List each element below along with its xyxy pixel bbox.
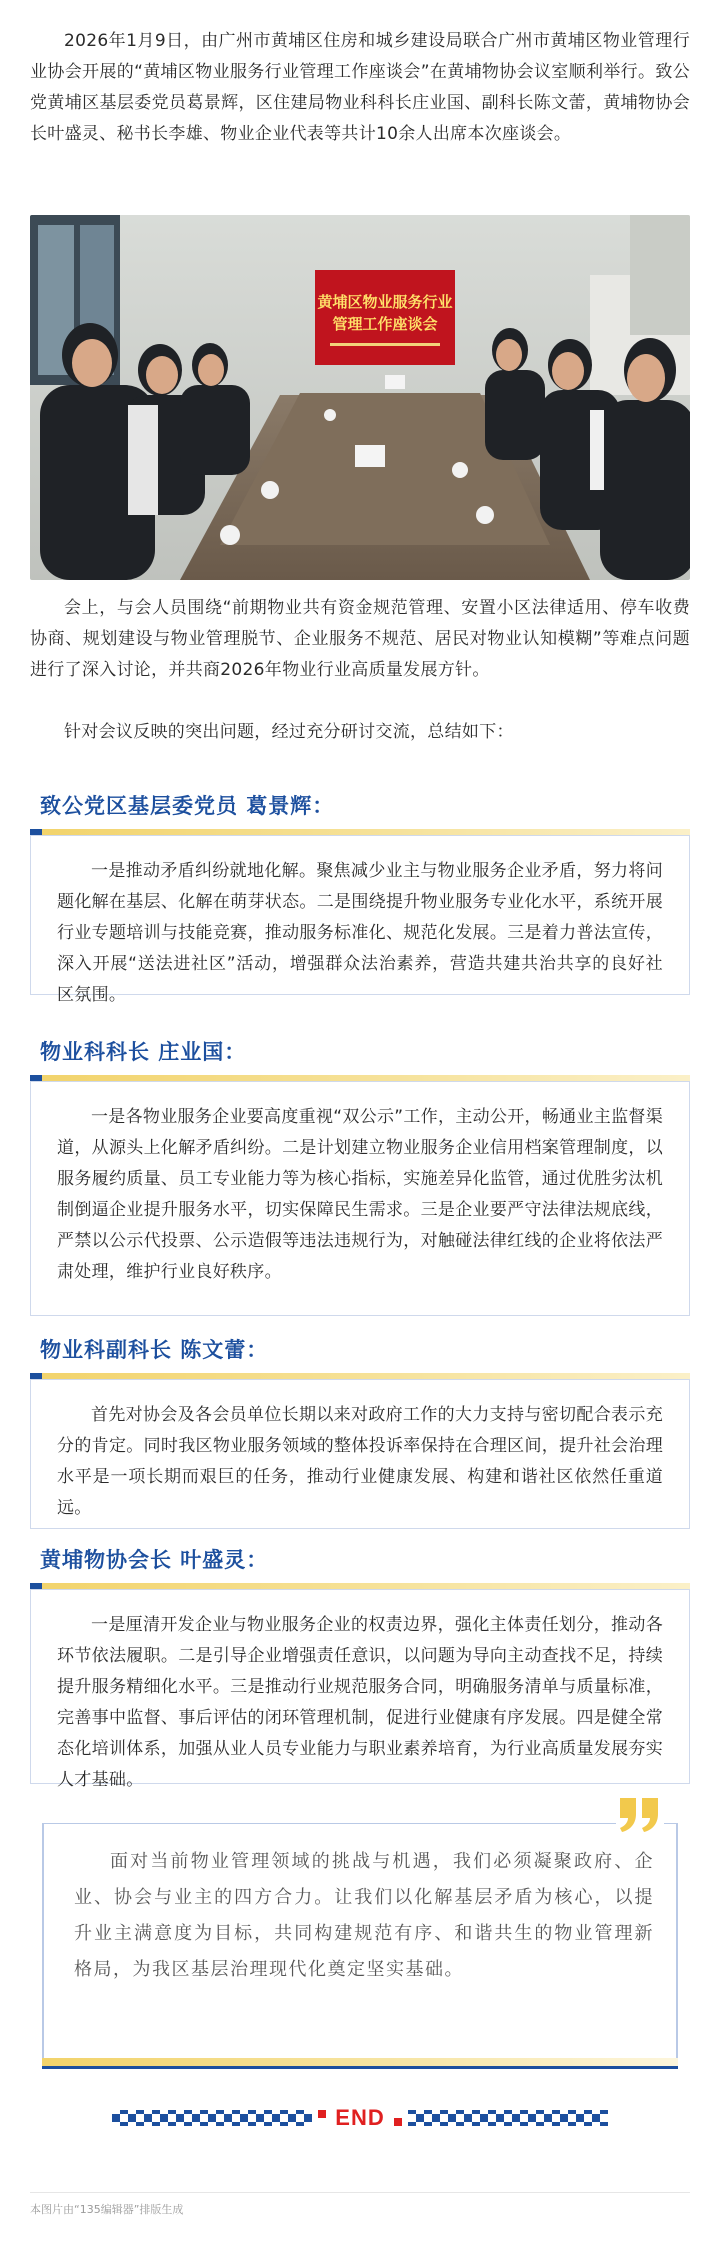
- summary-intro: 针对会议反映的突出问题，经过充分研讨交流，总结如下：: [64, 722, 514, 742]
- section-title-zhuang-yeguo: 物业科科长 庄业国：: [40, 1040, 247, 1064]
- section-body-box: [30, 1379, 690, 1529]
- closing-quote: 面对当前物业管理领域的挑战与机遇，我们必须凝聚政府、企业、协会与业主的四方合力。让我们以化解基层矛盾为核心，以提升业主满意度为目标，共同构建规范有序、和谐共生的物业管理新格局，为我区基层治理现代化奠定坚实基础。: [74, 1851, 654, 1980]
- end-divider: [0, 2098, 720, 2138]
- banner-line-2: 管理工作座谈会: [332, 315, 438, 333]
- intro-paragraph: 2026年1月9日，由广州市黄埔区住房和城乡建设局联合广州市黄埔区物业管理行业协会开展的“黄埔区物业服务行业管理工作座谈会”在黄埔物协会议室顺利举行。致公党黄埔区基层委党员葛景辉，区住建局物业科科长庄业国、副科长陈文蕾，黄埔物协会长叶盛灵、秘书长李雄、物业企业代表等共计10余人出席本次座谈会。: [30, 31, 690, 144]
- section-title-chen-wenlei: 物业科副科长 陈文蕾：: [40, 1338, 269, 1362]
- quote-box: [42, 1823, 678, 2059]
- section-title-ye-shengling: 黄埔物协会长 叶盛灵：: [40, 1548, 269, 1572]
- banner-line-1: 黄埔区物业服务行业: [317, 293, 453, 311]
- section-body-chen-wenlei: 首先对协会及各会员单位长期以来对政府工作的大力支持与密切配合表示充分的肯定。同时我区物业服务领域的整体投诉率保持在合理区间，提升社会治理水平是一项长期而艰巨的任务，推动行业健康发展、构建和谐社区依然任重道远。: [57, 1405, 663, 1518]
- footer-divider: [30, 2192, 690, 2193]
- section-body-box: [30, 1081, 690, 1316]
- section-body-box: [30, 1589, 690, 1790]
- section-body-ge-jinghui: 一是推动矛盾纠纷就地化解。聚焦减少业主与物业服务企业矛盾，努力将问题化解在基层、化解在萌芽状态。二是围绕提升物业服务专业化水平，系统开展行业专题培训与技能竞赛，推动服务标准化、规范化发展。三是着力普法宣传，深入开展“送法进社区”活动，增强群众法治素养，营造共建共治共享的良好社区氛围。: [57, 861, 663, 1005]
- end-label: END: [335, 2105, 385, 2130]
- quote-mark-icon: [616, 1794, 664, 1838]
- quote-bottom-bar: [42, 2058, 678, 2066]
- section-body-ye-shengling: 一是厘清开发企业与物业服务企业的权责边界，强化主体责任划分，推动各环节依法履职。二是引导企业增强责任意识，以问题为导向主动查找不足，持续提升服务精细化水平。三是推动行业规范服务合同，明确服务清单与质量标准，完善事中监督、事后评估的闭环管理机制，促进行业健康有序发展。四是健全常态化培训体系，加强从业人员专业能力与职业素养培育，为行业高质量发展夯实人才基础。: [57, 1615, 663, 1790]
- footer-note: 本图片由“135编辑器”排版生成: [30, 2203, 184, 2216]
- meeting-photo: [30, 215, 690, 580]
- quote-bottom-line: [42, 2066, 678, 2069]
- section-body-zhuang-yeguo: 一是各物业服务企业要高度重视“双公示”工作，主动公开，畅通业主监督渠道，从源头上化解矛盾纠纷。二是计划建立物业服务企业信用档案管理制度，以服务履约质量、员工专业能力等为核心指标，实施差异化监管，通过优胜劣汰机制倒逼企业提升服务水平，切实保障民生需求。三是企业要严守法律法规底线，严禁以公示代投票、公示造假等违法违规行为，对触碰法律红线的企业将依法严肃处理，维护行业良好秩序。: [57, 1107, 663, 1282]
- section-body-box: [30, 835, 690, 1005]
- discussion-paragraph: 会上，与会人员围绕“前期物业共有资金规范管理、安置小区法律适用、停车收费协商、规划建设与物业管理脱节、企业服务不规范、居民对物业认知模糊”等难点问题进行了深入讨论，并共商2026年物业行业高质量发展方针。: [30, 598, 690, 680]
- meeting-photo-illustration: [30, 215, 690, 580]
- section-title-ge-jinghui: 致公党区基层委党员 葛景辉：: [40, 794, 335, 818]
